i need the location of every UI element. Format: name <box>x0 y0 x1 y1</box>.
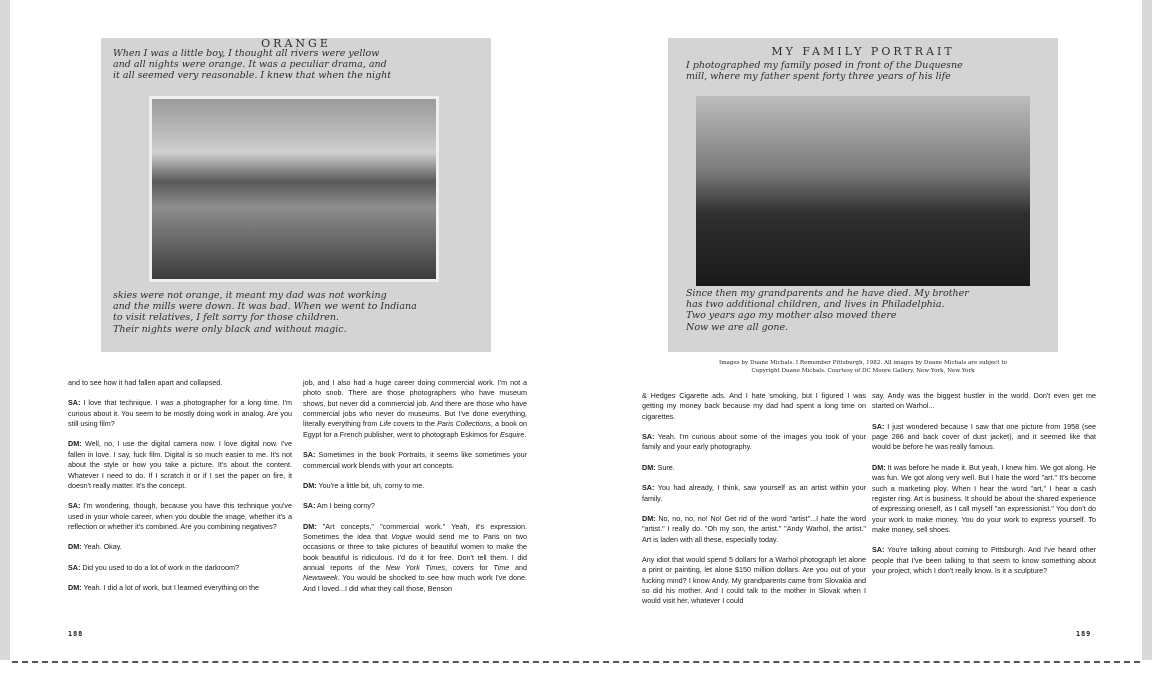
paragraph-text: You're a little bit, uh, corny to me. <box>316 480 425 490</box>
paragraph <box>642 463 866 473</box>
paragraph-text: Sometimes in the book Portraits, it seems like sometimes your commercial work blends with your art concepts. <box>303 450 527 470</box>
photo-title: MY FAMILY PORTRAIT <box>771 45 955 58</box>
page-number-left: 188 <box>68 630 84 638</box>
italic-title: Newsweek <box>303 573 338 583</box>
orange-photo <box>101 38 491 352</box>
speaker: SA: <box>872 545 885 555</box>
speaker: DM: <box>642 513 656 523</box>
right-margin-bar <box>1142 0 1152 660</box>
paragraph <box>303 450 527 471</box>
speaker: SA: <box>303 501 316 511</box>
photo-title: ORANGE <box>261 37 331 50</box>
paragraph <box>68 398 292 429</box>
paragraph-text: You're talking about coming to Pittsburgh. And I've heard other people that I've been talking to that seem to know something about your project, which I don't really know. Is it a sculpture? <box>872 545 1096 576</box>
speaker: SA: <box>872 421 885 431</box>
paragraph-text: Well, no, I use the digital camera now. I love digital now. I've fallen in love. I say, fuck film. Digital is so much easier to me. It's not about the style or how you take a picture. It's about the content. Whatever I need to do. If I scratch it or if I set the paper on fire, it doesn't really matter. It's the concept. <box>68 439 292 490</box>
speaker: DM: <box>303 521 317 531</box>
italic-title: Vogue <box>391 531 412 541</box>
paragraph-text: Sure. <box>655 462 675 472</box>
family-portrait-photo <box>668 38 1058 352</box>
italic-title: Paris Collections <box>437 419 491 429</box>
paragraph-text: "Art concepts," "commercial work." Yeah, it's expression. Sometimes the idea that <box>303 521 527 541</box>
left-margin-bar <box>0 0 10 660</box>
paragraph <box>68 501 292 532</box>
paragraph-text: Did you used to do a lot of work in the darkroom? <box>80 562 239 572</box>
paragraph <box>303 522 527 595</box>
paragraph-text: Yeah. I'm curious about some of the images you took of your family and your early photography. <box>642 432 866 452</box>
paragraph: Any idiot that would spend 5 dollars for a Warhol photograph let alone a print or painting, let alone $150 million dollars. Are you out of your fucking mind? I know Andy. My grandparents came from Slovakia and so did his mother. And I could talk to the mother in Slovak when I would visit her, whatever I could <box>642 554 866 606</box>
speaker: SA: <box>642 432 655 442</box>
paragraph: and to see how it had fallen apart and collapsed. <box>68 378 223 387</box>
river-bridge-image <box>149 96 439 282</box>
speaker: SA: <box>303 450 316 460</box>
paragraph <box>68 583 292 593</box>
paragraph <box>303 501 527 511</box>
paragraph-text: No, no, no, no! No! Get rid of the word "artist"...I hate the word "artist." I really do. "Oh my son, the artist." "Andy Warhol, the artist." Art is laden with all these, especially today. <box>642 513 866 544</box>
credit-line-1: Images by Duane Michals. I Remember Pittsburgh, 1982. All images by Duane Michals are subject to <box>719 360 1007 366</box>
paragraph <box>68 563 292 573</box>
paragraph-text: Yeah. Okay. <box>81 542 122 552</box>
speaker: DM: <box>68 583 82 593</box>
paragraph <box>642 432 866 453</box>
paragraph-text: I love that technique. I was a photographer for a long time. I'm curious about it. You seem to be mostly doing work in analog. Are you still using film? <box>68 398 292 429</box>
speaker: SA: <box>68 562 81 572</box>
credit-line-2: Copyright Duane Michals. Courtesy of DC Moore Gallery, New York, New York <box>751 367 975 374</box>
paragraph <box>68 439 292 491</box>
dashed-cut-line <box>12 661 1140 663</box>
paragraph-text: covers to the <box>391 419 438 429</box>
italic-title: New York Times <box>385 563 445 573</box>
paragraph-text: Am I being corny? <box>315 501 375 511</box>
text-column-1 <box>68 378 292 593</box>
paragraph-text: Yeah. I did a lot of work, but I learned everything on the <box>81 583 259 593</box>
text-column-4 <box>872 391 1096 576</box>
text-column-2 <box>303 378 527 594</box>
paragraph <box>303 378 527 440</box>
speaker: SA: <box>68 398 81 408</box>
handwritten-caption-bottom: skies were not orange, it meant my dad was not working and the mills were down. It was bad. When we went to Indiana to visit relatives, I felt sorry for those children. Their nights were only black and without magic. <box>113 290 417 335</box>
paragraph-text: and <box>509 563 527 573</box>
paragraph <box>872 545 1096 576</box>
paragraph-text: , covers for <box>444 563 494 573</box>
book-spread <box>10 0 1142 660</box>
italic-title: Life <box>379 419 392 429</box>
page-number-right: 189 <box>1076 630 1092 638</box>
text-column-3 <box>642 391 866 607</box>
handwritten-caption-bottom: Since then my grandparents and he have died. My brother has two additional children, and lives in Philadelphia. Two years ago my mother also moved there Now we are all gone. <box>686 288 969 333</box>
image-credit <box>670 360 1056 375</box>
handwritten-caption-top: When I was a little boy, I thought all rivers were yellow and all nights were orange. It was a peculiar drama, and it all seemed very reasonable. I knew that when the night <box>113 48 392 82</box>
speaker: DM: <box>642 462 656 472</box>
paragraph <box>642 483 866 504</box>
italic-title: Time <box>493 563 510 573</box>
paragraph <box>872 422 1096 453</box>
paragraph-text: , a book on Egypt for a French publisher, went to photograph Eskimos for <box>303 419 527 439</box>
paragraph <box>872 463 1096 536</box>
paragraph-text: would send me to Paris on two occasions or three to take pictures of beautiful women to make the book beautiful is ridiculous. I'd do it for free. Don't tell them. I did annual reports of the <box>303 531 527 573</box>
family-mill-image <box>696 96 1030 286</box>
paragraph-text: . You would be shocked to see how much work I've done. And I loved...I did what they call those, Benson <box>303 573 527 593</box>
paragraph: & Hedges Cigarette ads. And I hate smoking, but I figured I was getting my money back because my dad had spent a long time on cigarettes. <box>642 391 866 421</box>
paragraph-text: . <box>524 429 527 439</box>
paragraph <box>303 481 527 491</box>
handwritten-caption-top: I photographed my family posed in front of the Duquesne mill, where my father spent forty three years of his life <box>686 60 963 83</box>
paragraph-text: It was before he made it. But yeah, I knew him. We got along. He was fun. We got along very well. But I hate the word "art." It's become such a marketing ploy. When I hear the word "art," I hear a cash register ring. Art is business. It should be about the shared experience of expressing oneself, as I call myself "an expressionist." You don't do your work to make money. You do your work to express yourself. To make money, sell shoes. <box>872 462 1096 534</box>
paragraph-text: I'm wondering, though, because you have this technique you've used in your whole career, when you double the image, whether it's a reflection or whether it's combined. Are you combining negatives? <box>68 501 292 531</box>
paragraph: say. Andy was the biggest hustler in the world. Don't even get me started on Warhol... <box>872 391 1096 411</box>
speaker: DM: <box>872 462 886 472</box>
paragraph-text: job, and I also had a huge career doing commercial work. I'm not a photo snob. There are those photographers who have museum shows, but never did a commercial job. And there are those who have commercial jobs who never do museums. But I've done everything, literally everything from <box>303 378 527 429</box>
speaker: DM: <box>68 542 82 552</box>
italic-title: Esquire <box>499 429 525 439</box>
paragraph-text: I just wondered because I saw that one picture from 1958 (see page 286 and back cover of dust jacket), and it seemed like that would be before he was really famous. <box>872 421 1096 452</box>
speaker: DM: <box>303 480 317 490</box>
paragraph-text: You had already, I think, saw yourself as an artist within your family. <box>642 483 866 503</box>
speaker: DM: <box>68 439 82 449</box>
paragraph <box>68 542 292 552</box>
speaker: SA: <box>642 483 655 493</box>
speaker: SA: <box>68 501 81 511</box>
paragraph <box>642 514 866 545</box>
